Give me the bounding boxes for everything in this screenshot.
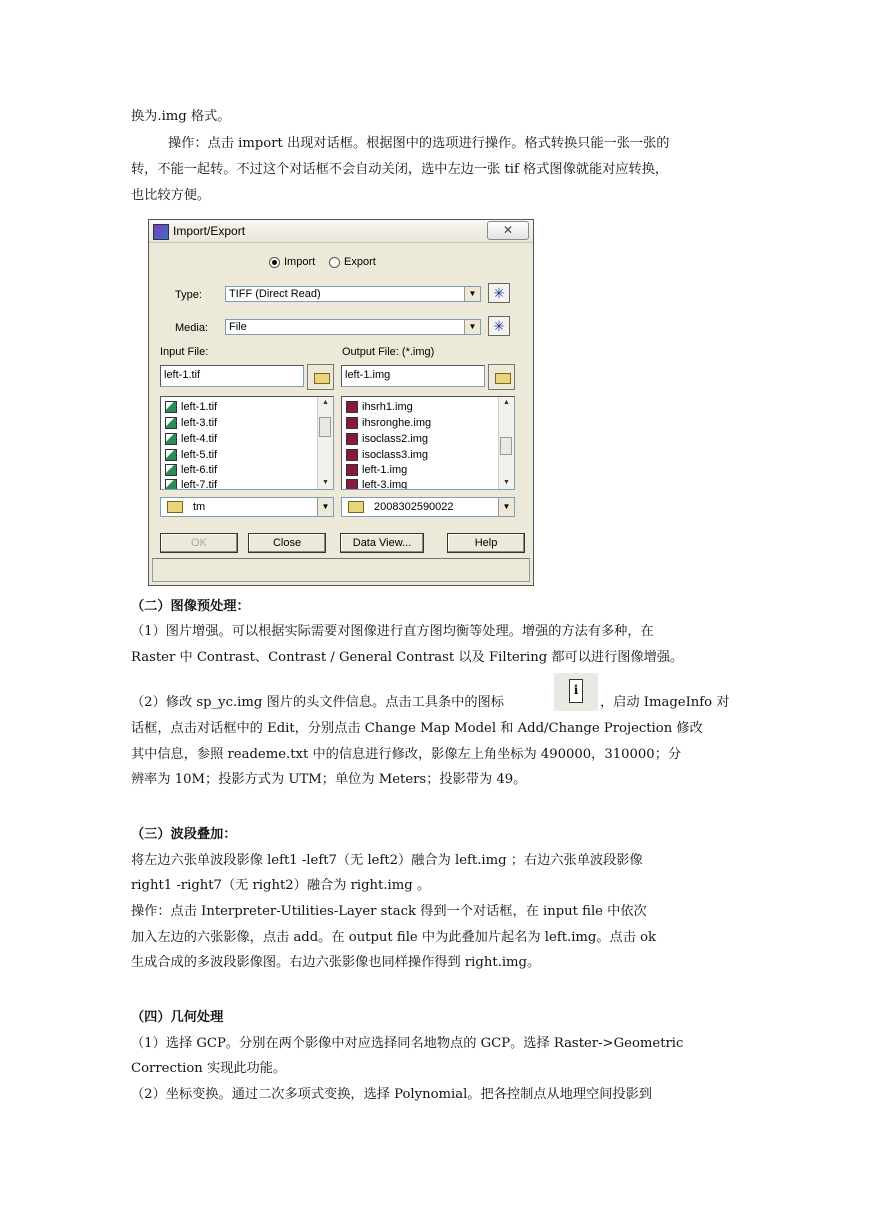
image-info-icon: i: [554, 673, 598, 711]
radio-export[interactable]: [329, 256, 376, 268]
scroll-thumb[interactable]: [500, 437, 512, 455]
section-heading: （二）图像预处理：: [131, 599, 250, 614]
text-line: 话框，点击对话框中的 Edit，分别点击 Change Map Model 和 Add/Change Projection 修改: [131, 721, 703, 736]
radio-selected-icon: [269, 257, 280, 268]
text-line: 将左边六张单波段影像 left1 -left7（无 left2）融合为 left.img ；右边六张单波段影像: [131, 853, 643, 868]
data-view-button[interactable]: Data View...: [340, 533, 424, 553]
tif-file-icon: [165, 479, 177, 490]
media-options-button[interactable]: ✳: [488, 316, 510, 336]
chevron-down-icon[interactable]: ▼: [498, 498, 514, 516]
file-name: isoclass2.img: [362, 433, 429, 445]
chevron-down-icon[interactable]: ▼: [464, 320, 480, 334]
chevron-up-icon[interactable]: ▲: [322, 399, 329, 406]
list-item[interactable]: [165, 431, 217, 447]
img-file-icon: [346, 433, 358, 445]
file-name: isoclass3.img: [362, 449, 429, 461]
tif-file-icon: [165, 449, 177, 461]
output-list-scrollbar[interactable]: [498, 397, 514, 489]
media-value: File: [229, 321, 247, 333]
text-line: Correction 实现此功能。: [131, 1061, 287, 1076]
ok-button[interactable]: OK: [160, 533, 238, 553]
media-label: Media:: [175, 322, 209, 334]
input-file-value: left-1.tif: [164, 369, 201, 381]
img-file-icon: [346, 449, 358, 461]
file-name: ihsronghe.img: [362, 417, 432, 429]
close-button[interactable]: Close: [248, 533, 326, 553]
list-item[interactable]: [165, 462, 217, 478]
text-line: 操作：点击 Interpreter-Utilities-Layer stack 得到一个对话框，在 input file 中依次: [131, 904, 647, 919]
chevron-up-icon[interactable]: ▲: [503, 399, 510, 406]
input-file-field[interactable]: [160, 365, 304, 387]
media-select[interactable]: [225, 319, 481, 335]
text-line: 生成合成的多波段影像图。右边六张影像也同样操作得到 right.img。: [131, 955, 541, 970]
text-line: 换为.img 格式。: [131, 109, 231, 124]
file-name: left-6.tif: [181, 464, 218, 476]
output-file-list[interactable]: [341, 396, 515, 490]
output-directory-value: 2008302590022: [374, 501, 454, 513]
text-line: Raster 中 Contrast、Contrast / General Contrast 以及 Filtering 都可以进行图像增强。: [131, 650, 684, 665]
text-line: 辨率为 10M；投影方式为 UTM；单位为 Meters；投影带为 49。: [131, 772, 527, 787]
img-file-icon: [346, 479, 358, 490]
text-line: 加入左边的六张影像，点击 add。在 output file 中为此叠加片起名为 left.img。点击 ok: [131, 930, 657, 945]
output-file-field[interactable]: [341, 365, 485, 387]
close-icon[interactable]: ✕: [487, 221, 529, 240]
tif-file-icon: [165, 417, 177, 429]
list-item[interactable]: [346, 415, 431, 431]
img-file-icon: [346, 401, 358, 413]
radio-unselected-icon: [329, 257, 340, 268]
text-line: right1 -right7（无 right2）融合为 right.img 。: [131, 878, 431, 893]
type-value: TIFF (Direct Read): [229, 288, 321, 300]
type-options-button[interactable]: ✳: [488, 283, 510, 303]
file-name: left-3.tif: [181, 417, 218, 429]
text-line: 也比较方便。: [131, 188, 211, 203]
import-export-dialog: [148, 219, 534, 586]
file-name: left-1.img: [362, 464, 408, 476]
list-item[interactable]: [165, 447, 217, 463]
text-line: （1）图片增强。可以根据实际需要对图像进行直方图均衡等处理。增强的方法有多种，在: [131, 624, 654, 639]
list-item[interactable]: [165, 399, 217, 415]
chevron-down-icon[interactable]: ▼: [464, 287, 480, 301]
img-file-icon: [346, 464, 358, 476]
output-file-value: left-1.img: [345, 369, 391, 381]
app-icon: [153, 224, 169, 240]
text-line: （1）选择 GCP。分别在两个影像中对应选择同名地物点的 GCP。选择 Raster->Geometric: [131, 1036, 684, 1051]
radio-import[interactable]: [269, 256, 315, 268]
output-directory-select[interactable]: [341, 497, 515, 517]
text-line: 操作：点击 import 出现对话框。根据图中的选项进行操作。格式转换只能一张一张的: [168, 136, 670, 151]
file-name: ihsrh1.img: [362, 401, 413, 413]
chevron-down-icon[interactable]: ▼: [503, 479, 510, 486]
list-item[interactable]: [346, 447, 428, 463]
text-line: （2）修改 sp_yc.img 图片的头文件信息。点击工具条中的图标: [131, 695, 504, 710]
folder-icon: [167, 501, 183, 513]
tif-file-icon: [165, 433, 177, 445]
dialog-title: Import/Export: [173, 224, 246, 238]
section-heading: （三）波段叠加：: [131, 827, 237, 842]
img-file-icon: [346, 417, 358, 429]
file-name: left-4.tif: [181, 433, 218, 445]
input-list-scrollbar[interactable]: [317, 397, 333, 489]
help-button[interactable]: Help: [447, 533, 525, 553]
folder-open-icon: [314, 373, 330, 384]
file-name: left-5.tif: [181, 449, 218, 461]
chevron-down-icon[interactable]: ▼: [322, 479, 329, 486]
type-label: Type:: [175, 289, 202, 301]
output-browse-button[interactable]: [488, 364, 515, 390]
list-item[interactable]: [165, 415, 217, 431]
chevron-down-icon[interactable]: ▼: [317, 498, 333, 516]
text-line: ，启动 ImageInfo 对: [600, 695, 730, 710]
input-directory-select[interactable]: [160, 497, 334, 517]
text-line: （2）坐标变换。通过二次多项式变换，选择 Polynomial。把各控制点从地理空间投影到: [131, 1087, 652, 1102]
folder-open-icon: [495, 373, 511, 384]
list-item[interactable]: [165, 477, 217, 490]
text-line: 其中信息，参照 reademe.txt 中的信息进行修改，影像左上角坐标为 490000，310000；分: [131, 747, 682, 762]
input-file-label: Input File:: [160, 346, 209, 358]
file-name: left-1.tif: [181, 401, 218, 413]
dialog-titlebar: [149, 220, 533, 243]
list-item[interactable]: [346, 399, 413, 415]
list-item[interactable]: [346, 477, 407, 490]
tif-file-icon: [165, 464, 177, 476]
input-file-list[interactable]: [160, 396, 334, 490]
status-bar: [152, 558, 530, 582]
file-name: left-7.tif: [181, 479, 218, 490]
radio-export-label: Export: [344, 256, 376, 268]
section-heading: （四）几何处理: [131, 1010, 224, 1025]
text-line: 转，不能一起转。不过这个对话框不会自动关闭，选中左边一张 tif 格式图像就能对应转换，: [131, 162, 669, 177]
output-file-label: Output File: (*.img): [342, 346, 435, 358]
tif-file-icon: [165, 401, 177, 413]
radio-import-label: Import: [284, 256, 316, 268]
list-item[interactable]: [346, 462, 407, 478]
folder-icon: [348, 501, 364, 513]
file-name: left-3.img: [362, 479, 408, 490]
scroll-thumb[interactable]: [319, 417, 331, 437]
type-select[interactable]: [225, 286, 481, 302]
input-browse-button[interactable]: [307, 364, 334, 390]
list-item[interactable]: [346, 431, 428, 447]
input-directory-value: tm: [193, 501, 206, 513]
